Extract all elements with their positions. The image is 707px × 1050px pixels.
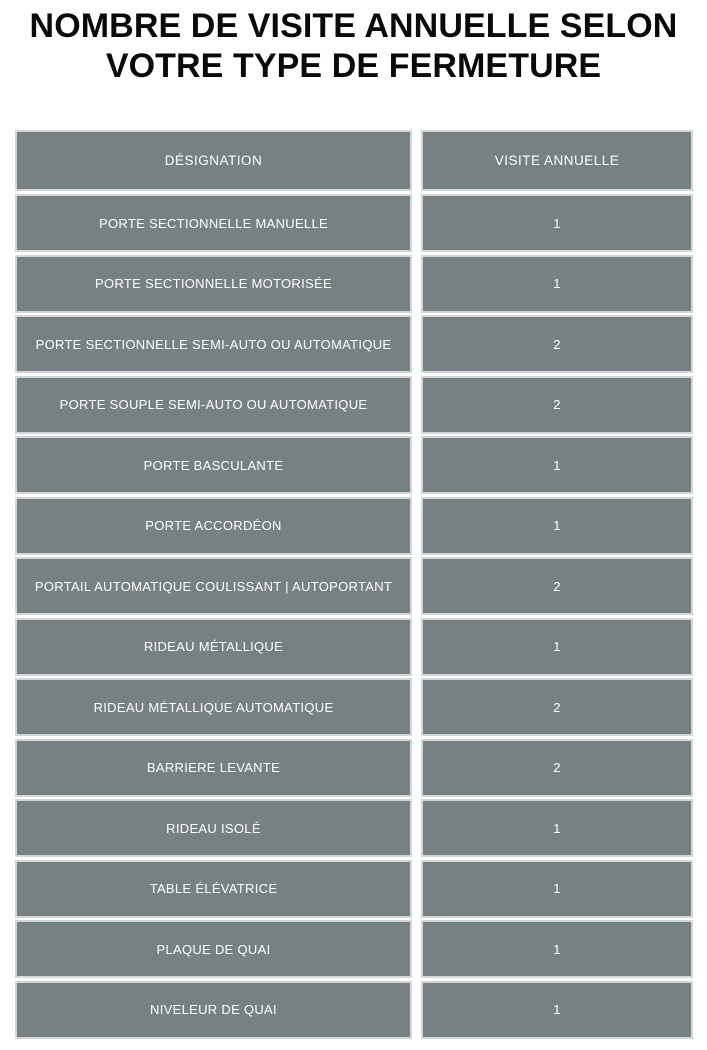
table-row (15, 557, 693, 615)
table-header-row (15, 130, 693, 191)
table-row (15, 981, 693, 1039)
page-title-line-2: VOTRE TYPE DE FERMETURE (105, 47, 602, 85)
row-visits: 2 (421, 739, 693, 797)
row-designation: BARRIERE LEVANTE (15, 739, 412, 797)
row-designation: RIDEAU MÉTALLIQUE (15, 618, 412, 676)
header-visits: VISITE ANNUELLE (421, 130, 693, 191)
table-row (15, 618, 693, 676)
row-visits: 1 (421, 194, 693, 252)
row-designation: PORTE SECTIONNELLE MANUELLE (15, 194, 412, 252)
row-visits: 1 (421, 981, 693, 1039)
table-row (15, 860, 693, 918)
row-visits: 2 (421, 557, 693, 615)
row-designation: NIVELEUR DE QUAI (15, 981, 412, 1039)
row-visits: 1 (421, 497, 693, 555)
table-row (15, 497, 693, 555)
table-row (15, 799, 693, 857)
table-row (15, 376, 693, 434)
row-visits: 2 (421, 376, 693, 434)
row-designation: PORTE SOUPLE SEMI-AUTO OU AUTOMATIQUE (15, 376, 412, 434)
table-row (15, 315, 693, 373)
table-row (15, 678, 693, 736)
row-designation: PORTE SECTIONNELLE MOTORISÉE (15, 255, 412, 313)
row-designation: TABLE ÉLÉVATRICE (15, 860, 412, 918)
table-row (15, 255, 693, 313)
row-designation: PORTE ACCORDÉON (15, 497, 412, 555)
row-visits: 1 (421, 799, 693, 857)
row-visits: 2 (421, 678, 693, 736)
row-visits: 1 (421, 860, 693, 918)
row-visits: 1 (421, 618, 693, 676)
page-title-line-1: NOMBRE DE VISITE ANNUELLE SELON (29, 7, 678, 45)
table-row (15, 739, 693, 797)
row-visits: 1 (421, 255, 693, 313)
table-row (15, 436, 693, 494)
row-visits: 1 (421, 436, 693, 494)
row-designation: PORTAIL AUTOMATIQUE COULISSANT | AUTOPORTANT (15, 557, 412, 615)
row-designation: RIDEAU MÉTALLIQUE AUTOMATIQUE (15, 678, 412, 736)
row-designation: PORTE BASCULANTE (15, 436, 412, 494)
header-designation: DÉSIGNATION (15, 130, 412, 191)
row-visits: 2 (421, 315, 693, 373)
row-designation: RIDEAU ISOLÉ (15, 799, 412, 857)
row-designation: PORTE SECTIONNELLE SEMI-AUTO OU AUTOMATIQUE (15, 315, 412, 373)
page-title (0, 6, 707, 86)
row-designation: PLAQUE DE QUAI (15, 920, 412, 978)
visits-table (15, 130, 693, 1041)
row-visits: 1 (421, 920, 693, 978)
table-row (15, 194, 693, 252)
table-row (15, 920, 693, 978)
